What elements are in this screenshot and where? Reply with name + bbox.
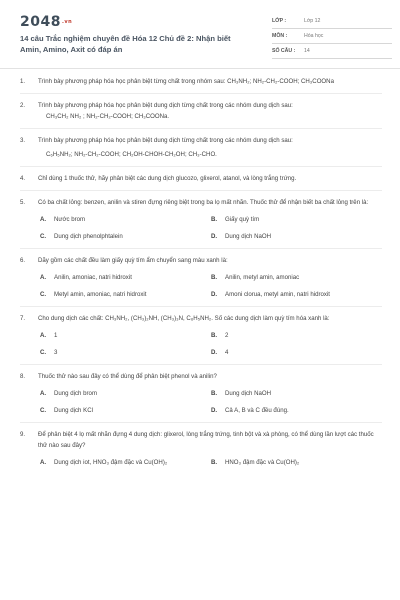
meta-row-subject [272, 29, 392, 44]
answer-option-a[interactable] [40, 272, 211, 283]
option-letter: A. [40, 216, 47, 223]
logo-suffix: .vn [61, 19, 73, 25]
option-letter: C. [40, 233, 47, 240]
question-item [20, 76, 382, 94]
option-letter: D. [211, 233, 218, 240]
question-text: Để phân biệt 4 lọ mất nhãn đựng 4 dung dịch: glixerol, lòng trắng trứng, tinh bột và xà phòng, có thể dùng lần lượt các thuốc thử nào sau đây? [38, 431, 374, 449]
page-header [20, 14, 388, 64]
answer-option-a[interactable] [40, 214, 211, 225]
question-number: 9. [20, 431, 26, 438]
meta-row-count [272, 44, 392, 59]
question-item [20, 255, 382, 307]
meta-key: LỚP : [272, 18, 287, 24]
option-letter: B. [211, 332, 218, 339]
question-text: Dãy gồm các chất đều làm giấy quỳ tím ẩm chuyển sang màu xanh là: [38, 257, 228, 264]
option-letter: D. [211, 291, 218, 298]
option-text: Dung dịch iot, HNO₃ đậm đặc và Cu(OH)₂ [54, 459, 168, 466]
option-text: Amoni clorua, metyl amin, natri hidroxit [225, 291, 330, 298]
answer-options [38, 330, 382, 358]
option-text: Cả A, B và C đều đúng. [225, 407, 289, 414]
question-number: 2. [20, 102, 26, 109]
question-number: 1. [20, 78, 26, 85]
option-letter: B. [211, 390, 218, 397]
answer-option-c[interactable] [40, 347, 211, 358]
answer-option-a[interactable] [40, 330, 211, 341]
question-number: 8. [20, 373, 26, 380]
option-text: Anilin, amoniac, natri hidroxit [54, 274, 132, 281]
answer-option-d[interactable] [211, 289, 382, 300]
question-number: 4. [20, 175, 26, 182]
answer-option-a[interactable] [40, 388, 211, 399]
option-letter: A. [40, 459, 47, 466]
question-item [20, 313, 382, 365]
meta-key: SỐ CÂU : [272, 48, 296, 54]
option-letter: A. [40, 332, 47, 339]
answer-option-c[interactable] [40, 405, 211, 416]
option-letter: C. [40, 349, 47, 356]
option-letter: C. [40, 407, 47, 414]
answer-options [38, 388, 382, 416]
answer-option-c[interactable] [40, 231, 211, 242]
question-text: Có ba chất lỏng: benzen, anilin và stiren đựng riêng biệt trong ba lọ mất nhãn. Thuốc thử để nhận biết ba chất lỏng trên là: [38, 199, 369, 206]
meta-value: Hóa học [304, 33, 324, 39]
question-text: Trình bày phương pháp hóa học phân biệt từng chất trong nhóm sau: CH₃NH₂; NH₂-CH₂-COOH; CH₃COONa [38, 78, 334, 85]
logo-text: 2048 [20, 14, 61, 30]
question-text: Thuốc thử nào sau đây có thể dùng để phân biệt phenol và anilin? [38, 373, 217, 380]
option-letter: B. [211, 274, 218, 281]
answer-option-b[interactable] [211, 457, 382, 468]
answer-option-d[interactable] [211, 405, 382, 416]
option-letter: A. [40, 274, 47, 281]
option-letter: D. [211, 349, 218, 356]
header-divider [0, 68, 400, 69]
answer-option-c[interactable] [40, 289, 211, 300]
meta-value: Lớp 12 [304, 18, 321, 24]
option-text: Dung dịch phenolphtalein [54, 233, 123, 240]
question-number: 7. [20, 315, 26, 322]
option-letter: B. [211, 459, 218, 466]
meta-value: 14 [304, 48, 310, 54]
answer-option-b[interactable] [211, 330, 382, 341]
question-number: 6. [20, 257, 26, 264]
answer-option-b[interactable] [211, 388, 382, 399]
option-text: Dung dịch NaOH [225, 233, 272, 240]
question-item [20, 429, 382, 474]
question-text: Trình bày phương pháp hóa học phân biệt dung dịch từng chất trong các nhóm dung dịch sau: [38, 102, 293, 109]
option-text: 2 [225, 332, 229, 339]
option-letter: A. [40, 390, 47, 397]
answer-options [38, 272, 382, 300]
option-text: Metyl amin, amoniac, natri hidroxit [54, 291, 147, 298]
answer-options [38, 214, 382, 242]
question-formula: C₆H₅NH₂; NH₂-CH₂-COOH; CH₂OH-CHOH-CH₂OH; CH₃-CHO. [46, 151, 217, 158]
option-letter: C. [40, 291, 47, 298]
option-text: HNO₃ đậm đặc và Cu(OH)₂ [225, 459, 300, 466]
option-text: Dung dịch brom [54, 390, 98, 397]
meta-key: MÔN : [272, 33, 288, 39]
question-number: 5. [20, 199, 26, 206]
question-item [20, 173, 382, 191]
question-item [20, 135, 382, 167]
question-item [20, 197, 382, 249]
option-text: Nước brom [54, 216, 86, 223]
question-text: Chỉ dùng 1 thuốc thử, hãy phân biệt các dung dịch glucozo, glixerol, atanol, và lòng trắng trứng. [38, 175, 297, 182]
option-text: 1 [54, 332, 58, 339]
option-text: 3 [54, 349, 58, 356]
option-text: 4 [225, 349, 229, 356]
option-letter: B. [211, 216, 218, 223]
option-letter: D. [211, 407, 218, 414]
option-text: Anilin, metyl amin, amoniac [225, 274, 300, 281]
option-text: Dung dịch NaOH [225, 390, 272, 397]
option-text: Dung dịch KCl [54, 407, 93, 414]
question-item [20, 371, 382, 423]
answer-option-b[interactable] [211, 214, 382, 225]
question-text: Cho dung dịch các chất: CH₃NH₂, (CH₃)₂NH, (CH₃)₃N, C₆H₅NH₂. Số các dung dịch làm quỳ tím hóa xanh là: [38, 315, 330, 322]
answer-option-d[interactable] [211, 347, 382, 358]
answer-option-d[interactable] [211, 231, 382, 242]
meta-table [272, 14, 392, 59]
site-logo[interactable] [20, 14, 72, 30]
question-item [20, 100, 382, 129]
answer-options [38, 457, 382, 468]
question-text: Trình bày phương pháp hóa học phân biệt dung dịch từng chất trong các nhóm dung dịch sau: [38, 137, 293, 144]
answer-option-b[interactable] [211, 272, 382, 283]
question-formula: CH₃CH₂ NH₂ ; NH₂-CH₂-COOH; CH₃COONa. [46, 113, 170, 120]
question-number: 3. [20, 137, 26, 144]
question-list [20, 76, 382, 480]
document-title: 14 câu Trắc nghiệm chuyên đề Hóa 12 Chủ đề 2: Nhận biết Amin, Amino, Axit có đáp án [20, 34, 231, 54]
meta-row-class [272, 14, 392, 29]
option-text: Giấy quỳ tím [225, 216, 260, 223]
answer-option-a[interactable] [40, 457, 211, 468]
